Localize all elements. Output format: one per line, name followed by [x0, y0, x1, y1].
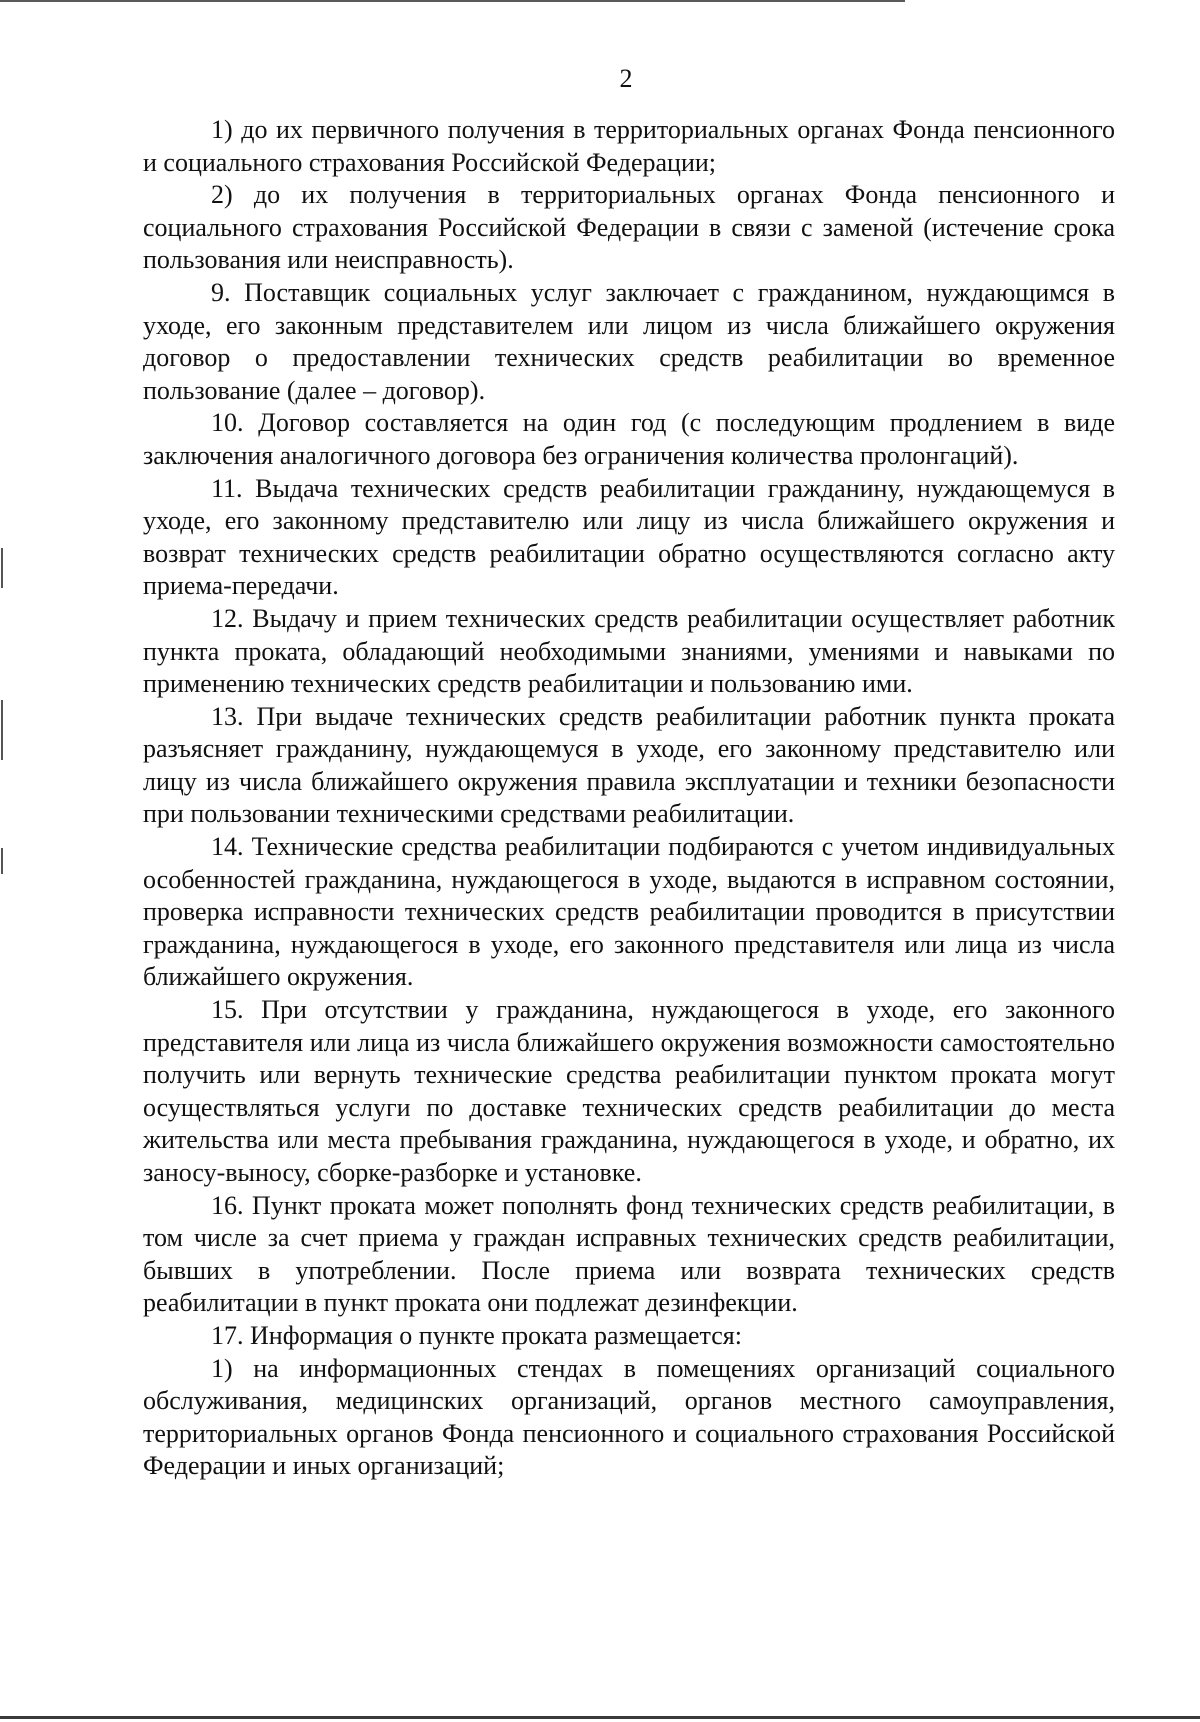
paragraph-clause-10: 10. Договор составляется на один год (с последующим продлением в виде заключения аналогичного договора без ограничения количества пролонгаций). — [143, 408, 1115, 470]
paragraph-clause-17: 17. Информация о пункте проката размещается: — [211, 1320, 742, 1350]
paragraph-item-1: 1) до их первичного получения в территориальных органах Фонда пенсионного и социального страхования Российской Федерации; — [143, 115, 1115, 177]
paragraph-clause-17-item-1: 1) на информационных стендах в помещениях организаций социального обслуживания, медицинских организаций, органов местного самоуправления, территориальных органов Фонда пенсионного и социального страхования Российской Федерации и иных организаций; — [143, 1353, 1115, 1481]
page-number: 2 — [619, 64, 633, 93]
paragraph-clause-11: 11. Выдача технических средств реабилитации гражданину, нуждающемуся в уходе, его законному представителю или лицу из числа ближайшего окружения и возврат технических средств реабилитации обратно осуществляются согласно акту приема-передачи. — [143, 473, 1115, 601]
document-body — [143, 114, 1115, 1483]
paragraph-clause-15: 15. При отсутствии у гражданина, нуждающегося в уходе, его законного представителя или лица из числа ближайшего окружения возможности самостоятельно получить или вернуть технические средства реабилитации пунктом проката могут осуществляться услуги по доставке технических средств реабилитации до места жительства или места пребывания гражданина, нуждающегося в уходе, и обратно, их заносу-выносу, сборке-разборке и установке. — [143, 995, 1115, 1187]
scan-edge-mark — [1, 848, 3, 874]
paragraph-clause-9: 9. Поставщик социальных услуг заключает с гражданином, нуждающимся в уходе, его законным представителем или лицом из числа ближайшего окружения договор о предоставлении технических средств реабилитации во временное пользование (далее – договор). — [143, 277, 1115, 405]
paragraph-clause-12: 12. Выдачу и прием технических средств реабилитации осуществляет работник пункта проката, обладающий необходимыми знаниями, умениями и навыками по применению технических средств реабилитации и пользованию ими. — [143, 603, 1115, 699]
paragraph-clause-16: 16. Пункт проката может пополнять фонд технических средств реабилитации, в том числе за счет приема у граждан исправных технических средств реабилитации, бывших в употреблении. После приема или возврата технических средств реабилитации в пункт проката они подлежат дезинфекции. — [143, 1190, 1115, 1318]
paragraph-item-2: 2) до их получения в территориальных органах Фонда пенсионного и социального страхования Российской Федерации в связи с заменой (истечение срока пользования или неисправность). — [143, 180, 1115, 275]
scan-border-top — [0, 0, 905, 2]
scan-border-bottom — [0, 1716, 1200, 1719]
paragraph-clause-13: 13. При выдаче технических средств реабилитации работник пункта проката разъясняет гражданину, нуждающемуся в уходе, его законному представителю или лицу из числа ближайшего окружения правила эксплуатации и техники безопасности при пользовании техническими средствами реабилитации. — [143, 701, 1115, 829]
scan-edge-mark — [1, 700, 3, 760]
scan-edge-mark — [1, 548, 3, 588]
paragraph-clause-14: 14. Технические средства реабилитации подбираются с учетом индивидуальных особенностей гражданина, нуждающегося в уходе, выдаются в исправном состоянии, проверка исправности технических средств реабилитации проводится в присутствии гражданина, нуждающегося в уходе, его законного представителя или лица из числа ближайшего окружения. — [143, 832, 1115, 992]
